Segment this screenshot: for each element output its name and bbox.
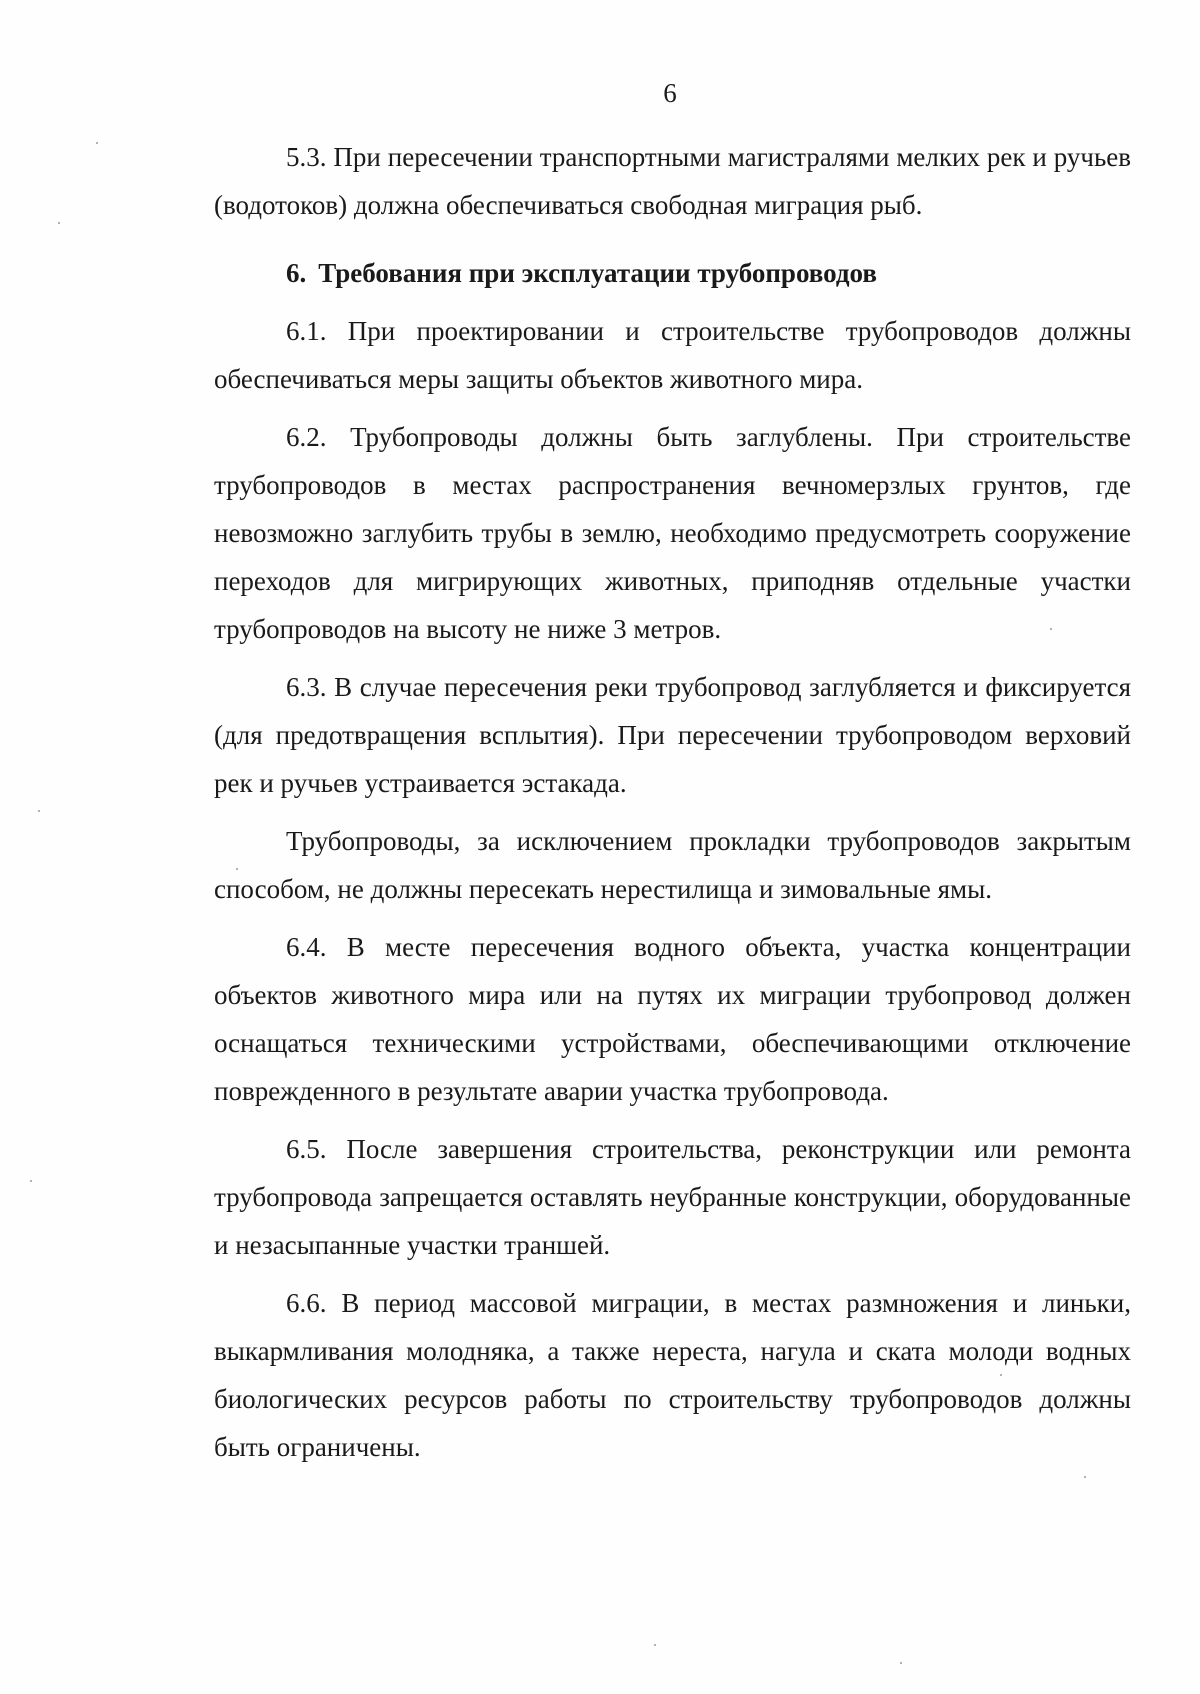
paragraph-6-1: 6.1. При проектировании и строительстве трубопроводов должны обеспечиваться меры защиты объектов животного мира. [214,316,1131,394]
scan-speck [236,868,238,870]
document-body [214,133,1131,1481]
paragraph-6-4: 6.4. В месте пересечения водного объекта, участка концентрации объектов животного мира или на путях их миграции трубопровод должен оснащаться техническими устройствами, обеспечивающими отключение поврежденного в результате аварии участка трубопровода. [214,932,1131,1106]
section-title: Требования при эксплуатации трубопроводов [318,258,877,288]
scan-speck [1050,628,1052,630]
section-heading [214,249,1131,297]
paragraph-6-3-continued: Трубопроводы, за исключением прокладки трубопроводов закрытым способом, не должны пересекать нерестилища и зимовальные ямы. [214,826,1131,904]
scan-speck [1084,1476,1086,1478]
scan-speck [1000,1374,1002,1376]
paragraph-6-2: 6.2. Трубопроводы должны быть заглублены. При строительстве трубопроводов в местах распространения вечномерзлых грунтов, где невозможно заглубить трубы в землю, необходимо предусмотреть сооружение переходов для мигрирующих животных, приподняв отдельные участки трубопроводов на высоту не ниже 3 метров. [214,422,1131,644]
paragraph-6-5: 6.5. После завершения строительства, реконструкции или ремонта трубопровода запрещается оставлять неубранные конструкции, оборудованные и незасыпанные участки траншей. [214,1134,1131,1260]
scan-speck [96,142,98,144]
scan-speck [58,222,60,224]
section-number: 6. [286,258,307,288]
scan-speck [654,1644,656,1646]
paragraph-6-6: 6.6. В период массовой миграции, в местах размножения и линьки, выкармливания молодняка, а также нереста, нагула и ската молоди водных биологических ресурсов работы по строительству трубопроводов должны быть ограничены. [214,1288,1131,1462]
scan-speck [900,1662,902,1664]
page-number: 6 [663,78,677,108]
scan-speck [38,810,40,812]
scan-speck [30,1180,32,1182]
paragraph-5-3: 5.3. При пересечении транспортными магистралями мелких рек и ручьев (водотоков) должна обеспечиваться свободная миграция рыб. [214,142,1131,220]
paragraph-6-3: 6.3. В случае пересечения реки трубопровод заглубляется и фиксируется (для предотвращения всплытия). При пересечении трубопроводом верховий рек и ручьев устраивается эстакада. [214,672,1131,798]
